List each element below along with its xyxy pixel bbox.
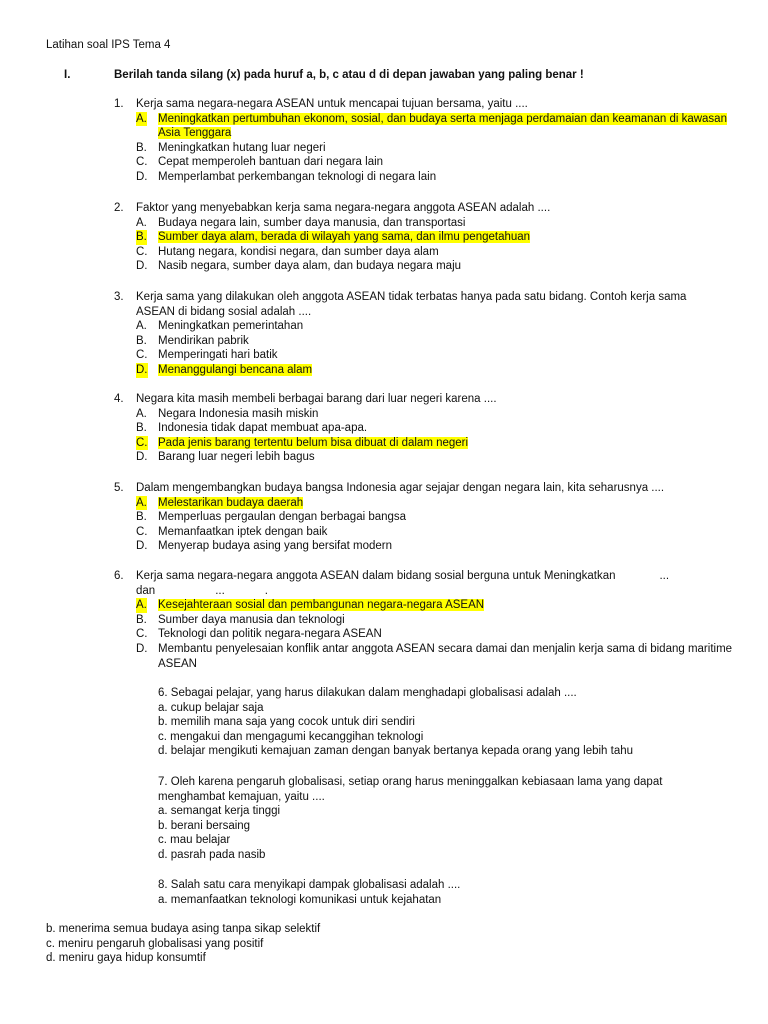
highlighted-answer: Meningkatkan pertumbuhan ekonom, sosial, dan budaya serta menjaga perdamaian dan keamanan di kawasan Asia Tenggara bbox=[158, 112, 727, 140]
option-b: B. Sumber daya alam, berada di wilayah yang sama, dan ilmu pengetahuan bbox=[136, 231, 531, 244]
option-a: A. Kesejahteraan sosial dan pembangunan negara-negara ASEAN bbox=[136, 599, 485, 612]
sub-option: b. menerima semua budaya asing tanpa sikap selektif bbox=[46, 923, 321, 935]
blank-1: ... bbox=[659, 570, 670, 582]
blank-2: ... bbox=[215, 584, 225, 597]
option-a: A. Budaya negara lain, sumber daya manusia, dan transportasi bbox=[136, 216, 466, 229]
question-2 bbox=[114, 201, 734, 274]
sub-option: a. memanfaatkan teknologi komunikasi untuk kejahatan bbox=[158, 893, 442, 906]
sub-option: d. meniru gaya hidup konsumtif bbox=[46, 952, 206, 965]
trailing-options bbox=[46, 922, 320, 966]
section-number: I. bbox=[64, 69, 71, 81]
question-number: 1. bbox=[114, 98, 124, 110]
question-1 bbox=[114, 97, 734, 185]
question-4 bbox=[114, 392, 734, 465]
sub-option: d. belajar mengikuti kemajuan zaman dengan banyak bertanya kepada orang yang lebih tahu bbox=[158, 745, 634, 758]
option-c: C. Memperingati hari batik bbox=[136, 349, 278, 362]
question-3 bbox=[114, 290, 734, 378]
question-number: 3. bbox=[114, 291, 124, 303]
question-number: 4. bbox=[114, 393, 124, 405]
option-c: C. Hutang negara, kondisi negara, dan sumber daya alam bbox=[136, 245, 439, 258]
question-text: Faktor yang menyebabkan kerja sama negara-negara anggota ASEAN adalah .... bbox=[136, 202, 551, 214]
question-5 bbox=[114, 481, 734, 554]
sub-question-7 bbox=[158, 775, 728, 863]
sub-option: c. mau belajar bbox=[158, 834, 231, 847]
highlighted-answer: Menanggulangi bencana alam bbox=[158, 363, 313, 376]
document-title: Latihan soal IPS Tema 4 bbox=[46, 39, 171, 51]
option-c: C. Teknologi dan politik negara-negara ASEAN bbox=[136, 628, 382, 641]
question-number: 2. bbox=[114, 202, 124, 214]
option-d: D. Menyerap budaya asing yang bersifat modern bbox=[136, 540, 392, 553]
sub-option: c. mengakui dan mengagumi kecanggihan teknologi bbox=[158, 730, 424, 743]
option-b: B. Memperluas pergaulan dengan berbagai bangsa bbox=[136, 511, 407, 524]
sub-option: c. meniru pengaruh globalisasi yang positif bbox=[46, 937, 264, 950]
sub-question-text: 7. Oleh karena pengaruh globalisasi, setiap orang harus meninggalkan kebiasaan lama yang dapat menghambat kemajuan, yaitu .... bbox=[158, 776, 663, 803]
sub-question-8 bbox=[158, 878, 728, 907]
section-instruction: Berilah tanda silang (x) pada huruf a, b, c atau d di depan jawaban yang paling benar ! bbox=[114, 69, 584, 81]
sub-option: d. pasrah pada nasib bbox=[158, 848, 266, 861]
option-c: C. Pada jenis barang tertentu belum bisa dibuat di dalam negeri bbox=[136, 436, 469, 449]
question-text: Negara kita masih membeli berbagai barang dari luar negeri karena .... bbox=[136, 393, 497, 405]
sub-option: b. memilih mana saja yang cocok untuk diri sendiri bbox=[158, 716, 415, 729]
sub-option: b. berani bersaing bbox=[158, 819, 251, 832]
question-number: 5. bbox=[114, 482, 124, 494]
sub-question-text: 6. Sebagai pelajar, yang harus dilakukan dalam menghadapi globalisasi adalah .... bbox=[158, 687, 577, 699]
option-b: B. Mendirikan pabrik bbox=[136, 334, 249, 347]
option-b: B. Indonesia tidak dapat membuat apa-apa. bbox=[136, 422, 368, 435]
option-a: A. Meningkatkan pertumbuhan ekonom, sosial, dan budaya serta menjaga perdamaian dan keamanan di kawasan Asia Tenggara bbox=[136, 112, 727, 140]
option-d: D. Memperlambat perkembangan teknologi di negara lain bbox=[136, 170, 437, 183]
sub-question-text: 8. Salah satu cara menyikapi dampak globalisasi adalah .... bbox=[158, 879, 461, 891]
question-text: Dalam mengembangkan budaya bangsa Indonesia agar sejajar dengan negara lain, kita seharusnya .... bbox=[136, 482, 665, 494]
option-a: A. Negara Indonesia masih miskin bbox=[136, 407, 319, 420]
highlighted-answer: Pada jenis barang tertentu belum bisa dibuat di dalam negeri bbox=[158, 436, 469, 449]
option-d: D. Menanggulangi bencana alam bbox=[136, 363, 313, 376]
option-d: D. Nasib negara, sumber daya alam, dan budaya negara maju bbox=[136, 260, 462, 273]
question-text: Kerja sama negara-negara anggota ASEAN dalam bidang sosial berguna untuk Meningkatkan ... dan ... . bbox=[136, 570, 670, 597]
question-number: 6. bbox=[114, 570, 124, 582]
highlighted-answer: Kesejahteraan sosial dan pembangunan negara-negara ASEAN bbox=[158, 599, 485, 612]
option-a: A. Meningkatkan pemerintahan bbox=[136, 320, 304, 333]
option-c: C. Memanfaatkan iptek dengan baik bbox=[136, 525, 328, 538]
sub-option: a. cukup belajar saja bbox=[158, 701, 264, 714]
highlighted-answer: Melestarikan budaya daerah bbox=[158, 496, 304, 509]
sub-question-6 bbox=[158, 686, 728, 759]
option-d: D. Membantu penyelesaian konflik antar anggota ASEAN secara damai dan menjalin kerja sama di bidang maritime ASEAN bbox=[136, 642, 733, 670]
question-text: Kerja sama yang dilakukan oleh anggota ASEAN tidak terbatas hanya pada satu bidang. Contoh kerja sama ASEAN di bidang sosial adalah .... bbox=[136, 291, 687, 318]
sub-option: a. semangat kerja tinggi bbox=[158, 805, 281, 818]
highlighted-answer: Sumber daya alam, berada di wilayah yang sama, dan ilmu pengetahuan bbox=[158, 231, 531, 244]
option-c: C. Cepat memperoleh bantuan dari negara lain bbox=[136, 156, 384, 169]
option-b: B. Sumber daya manusia dan teknologi bbox=[136, 613, 345, 626]
option-a: A. Melestarikan budaya daerah bbox=[136, 496, 304, 509]
question-6 bbox=[114, 569, 734, 671]
option-d: D. Barang luar negeri lebih bagus bbox=[136, 451, 315, 464]
option-b: B. Meningkatkan hutang luar negeri bbox=[136, 141, 326, 154]
question-text: Kerja sama negara-negara ASEAN untuk mencapai tujuan bersama, yaitu .... bbox=[136, 98, 528, 110]
